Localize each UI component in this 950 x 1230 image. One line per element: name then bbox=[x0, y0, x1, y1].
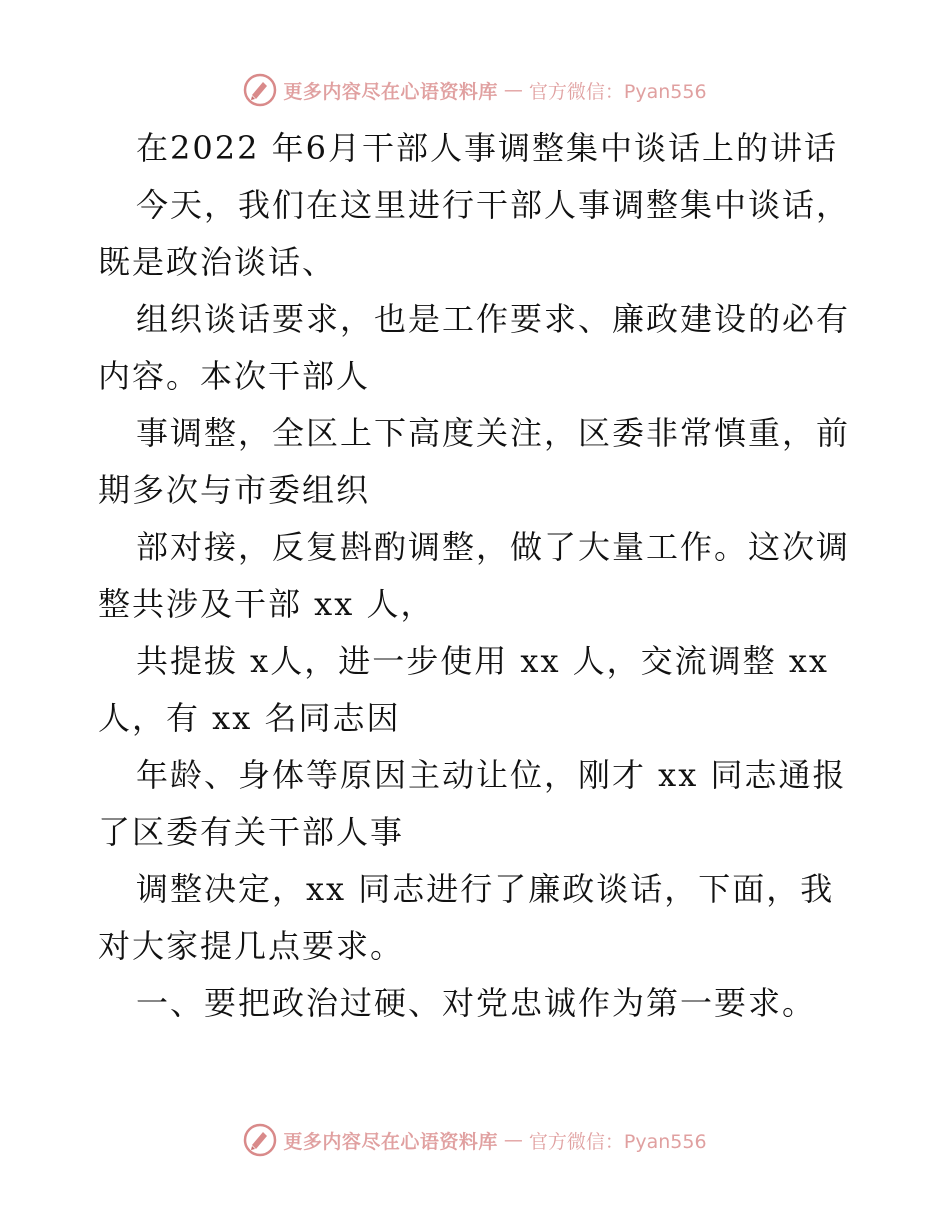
section-heading: 一、要把政治过硬、对党忠诚作为第一要求。 bbox=[136, 984, 817, 1022]
paragraph-line: 人，有 xx 名同志因 bbox=[98, 699, 401, 737]
paragraph-line: 组织谈话要求，也是工作要求、廉政建设的必有 bbox=[136, 300, 851, 338]
book-pen-logo-icon bbox=[243, 1123, 277, 1157]
document-title: 在2022 年6月干部人事调整集中谈话上的讲话 bbox=[136, 129, 838, 167]
watermark-dash: — bbox=[503, 1129, 523, 1151]
watermark-contact: 官方微信：Pyan556 bbox=[528, 80, 707, 103]
header-watermark bbox=[0, 70, 950, 110]
watermark-dash: — bbox=[503, 79, 523, 101]
book-pen-logo-icon bbox=[243, 73, 277, 107]
paragraph-line: 期多次与市委组织 bbox=[98, 471, 371, 509]
document-body bbox=[98, 120, 858, 1032]
paragraph-line: 既是政治谈话、 bbox=[98, 243, 337, 281]
paragraph-line: 内容。本次干部人 bbox=[98, 357, 371, 395]
paragraph-line: 部对接，反复斟酌调整，做了大量工作。这次调 bbox=[136, 528, 851, 566]
watermark-brand: 更多内容尽在心语资料库 bbox=[283, 80, 498, 103]
paragraph-line: 年龄、身体等原因主动让位，刚才 xx 同志通报 bbox=[136, 756, 847, 794]
paragraph-line: 今天，我们在这里进行干部人事调整集中谈话， bbox=[136, 186, 851, 224]
paragraph-line: 事调整，全区上下高度关注，区委非常慎重，前 bbox=[136, 414, 851, 452]
paragraph-line: 了区委有关干部人事 bbox=[98, 813, 405, 851]
paragraph-line: 共提拔 x人，进一步使用 xx 人，交流调整 xx bbox=[136, 642, 829, 680]
paragraph-line: 调整决定，xx 同志进行了廉政谈话，下面，我 bbox=[136, 870, 835, 908]
paragraph-line: 对大家提几点要求。 bbox=[98, 927, 405, 965]
paragraph-line: 整共涉及干部 xx 人， bbox=[98, 585, 435, 623]
watermark-contact: 官方微信：Pyan556 bbox=[528, 1130, 707, 1153]
footer-watermark bbox=[0, 1120, 950, 1160]
watermark-brand: 更多内容尽在心语资料库 bbox=[283, 1130, 498, 1153]
